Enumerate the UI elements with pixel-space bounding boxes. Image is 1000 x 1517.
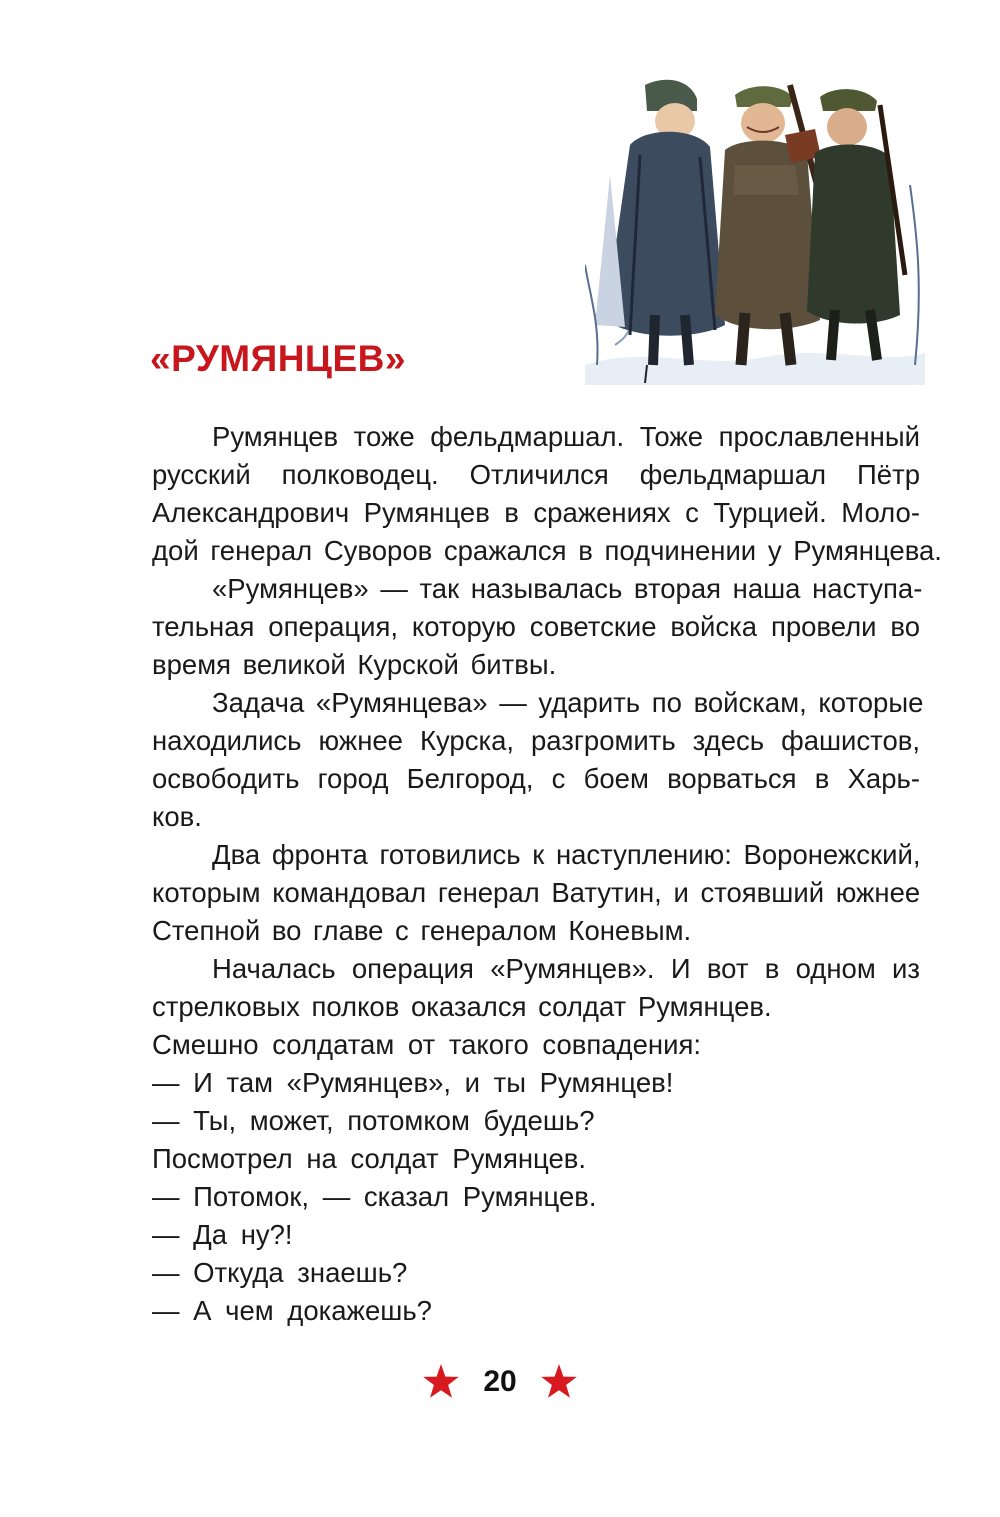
text-line: дой генерал Суворов сражался в подчинении у Румянцева. — [152, 535, 942, 566]
text-line: которым командовал генерал Ватутин, и стоявший южнее — [152, 877, 921, 908]
text-line: Александрович Румянцев в сражениях с Турцией. Моло- — [152, 497, 920, 528]
dialog-line: — Откуда знаешь? — [152, 1257, 408, 1288]
text-line: Два фронта готовились к наступлению: Воронежский, — [212, 839, 921, 870]
paragraph-2 — [92, 570, 923, 684]
paragraph-1 — [92, 418, 942, 570]
dialog-line: — Потомок, — сказал Румянцев. — [152, 1181, 597, 1212]
text-line: ков. — [152, 801, 202, 832]
text-line: находились южнее Курска, разгромить здесь фашистов, — [152, 725, 920, 756]
dialog-line: — Ты, может, потомком будешь? — [152, 1105, 595, 1136]
paragraph-4 — [92, 836, 920, 950]
text-line: «Румянцев» — так называлась вторая наша наступа- — [212, 573, 923, 604]
text-line: Началась операция «Румянцев». И вот в одном из — [212, 953, 920, 984]
red-star-icon — [421, 1362, 461, 1402]
text-line: Задача «Румянцева» — ударить по войскам, которые — [212, 687, 924, 718]
text-line: время великой Курской битвы. — [152, 649, 557, 680]
text-line: Румянцев тоже фельдмаршал. Тоже прославленный — [212, 421, 920, 452]
page-number: 20 — [483, 1365, 517, 1398]
body-text — [92, 418, 942, 1330]
page-footer — [0, 1352, 1000, 1412]
text-line: стрелковых полков оказался солдат Румянцев. — [152, 991, 772, 1022]
paragraph-3 — [92, 684, 924, 836]
dialog-line: Смешно солдатам от такого совпадения: — [152, 1029, 701, 1060]
dialog-line: — Да ну?! — [152, 1219, 293, 1250]
dialog-line: Посмотрел на солдат Румянцев. — [152, 1143, 587, 1174]
dialog-line: — А чем докажешь? — [152, 1295, 432, 1326]
star-shape — [541, 1364, 577, 1398]
soldiers-illustration — [585, 65, 925, 385]
text-line: русский полководец. Отличился фельдмаршал Пётр — [152, 459, 920, 490]
chapter-title: «РУМЯНЦЕВ» — [150, 338, 406, 379]
text-line: Степной во главе с генералом Коневым. — [152, 915, 692, 946]
text-line: тельная операция, которую советские войска провели во — [152, 611, 920, 642]
red-star-icon — [539, 1362, 579, 1402]
star-shape — [424, 1364, 460, 1398]
text-line: освободить город Белгород, с боем ворваться в Харь- — [152, 763, 920, 794]
paragraph-5 — [92, 950, 920, 1026]
dialog-line: — И там «Румянцев», и ты Румянцев! — [152, 1067, 674, 1098]
